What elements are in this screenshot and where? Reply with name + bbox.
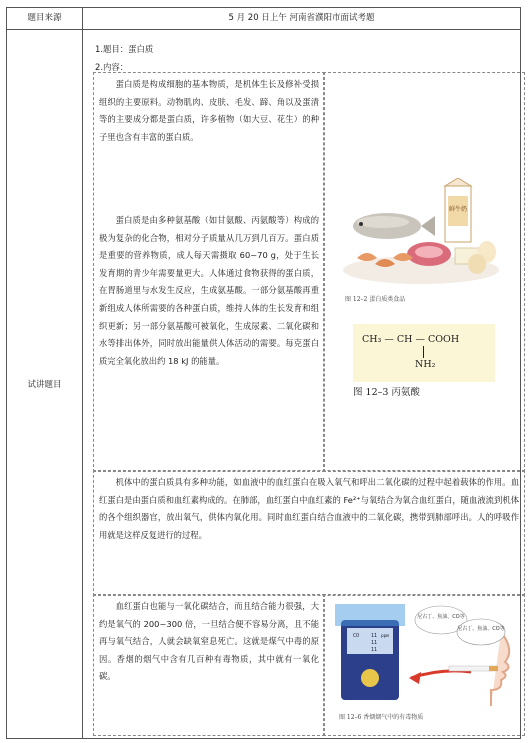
formula-sub: NH₂ bbox=[415, 359, 436, 370]
topic-content-label: 2.内容： bbox=[95, 62, 129, 72]
header-row bbox=[7, 8, 520, 30]
milk-label: 鲜牛奶 bbox=[448, 206, 468, 213]
meter-unit: ppm bbox=[381, 634, 390, 639]
formula-main: CH₃ — CH — COOH bbox=[362, 334, 460, 345]
document-table bbox=[6, 7, 521, 739]
content-cell bbox=[83, 30, 520, 738]
formula-bond bbox=[423, 346, 424, 358]
cigarette-smoke-image bbox=[331, 602, 519, 706]
alanine-formula bbox=[353, 324, 495, 382]
meter-value-3: 11 bbox=[371, 647, 378, 653]
paragraph-3: 机体中的蛋白质具有多种功能，如血液中的血红蛋白在吸入氧气和呼出二氧化碳的过程中起着载体的作用。血红蛋白是由蛋白质和血红素构成的。在肺部，血红蛋白中血红素的 Fe²⁺与氧结合为氧合血红蛋白，随血液流到机体的各个组织器官，放出氧气，供体内氧化用。同时血红蛋白结合血液中的二氧化碳，携带到肺部呼出。人的呼吸作用就是这样反复进行的过程。 bbox=[99, 477, 519, 540]
topic-title: 1.题目：蛋白质 bbox=[95, 44, 154, 54]
meter-co-label: CO bbox=[353, 633, 360, 639]
side-label-cell bbox=[7, 30, 83, 738]
paragraph-4: 血红蛋白也能与一氧化碳结合，而且结合能力很强，大约是氧气的 200~300 倍，一旦结合便不容易分离，且不能再与氧气结合，人就会缺氧窒息死亡。这就是煤气中毒的原因。香烟的烟气中含有几百种有毒物质，其中就有一氧化碳。 bbox=[99, 601, 319, 682]
protein-foods-image bbox=[337, 178, 505, 288]
bubble-2-text: 尼古丁、焦油、CO等 bbox=[457, 626, 505, 632]
figure-2-caption: 图 12–3 丙氨酸 bbox=[353, 387, 420, 398]
topic-block bbox=[95, 40, 153, 76]
figure-1-caption: 图 12–2 蛋白质类食品 bbox=[345, 296, 406, 303]
bubble-1-text: 尼古丁、焦油、CO等 bbox=[417, 614, 465, 620]
header-source-label: 题目来源 bbox=[7, 8, 83, 29]
header-source-value: 5 月 20 日上午 河南省濮阳市面试考题 bbox=[228, 13, 375, 23]
paragraph-2: 蛋白质是由多种氨基酸（如甘氨酸、丙氨酸等）构成的极为复杂的化合物，相对分子质量从几万到几百万。蛋白质是重要的营养物质，成人每天需摄取 60~70 g，处于生长发育期的青少年需要量更大。人体通过食物获得的蛋白质，在胃肠道里与水发生反应，生成氨基酸。一部分氨基酸再重新组成人体所需要的各种蛋白质，维持人体的生长发育和组织更新；另一部分氨基酸可被氧化，生成尿素、二氧化碳和水等排出体外，同时放出能量供人体活动的需要。每克蛋白质完全氧化放出约 18 kJ 的能量。 bbox=[99, 215, 319, 366]
figure-3-caption: 图 12–6 香烟烟气中的有毒物质 bbox=[339, 714, 424, 721]
side-label: 试讲题目 bbox=[27, 380, 62, 390]
meter-value-1: 11 bbox=[371, 633, 378, 639]
meter-value-2: 11 bbox=[371, 640, 378, 646]
paragraph-1: 蛋白质是构成细胞的基本物质，是机体生长及修补受损组织的主要原料。动物肌肉、皮肤、毛发、蹄、角以及蛋清等的主要成分都是蛋白质，许多植物（如大豆、花生）的种子里也含有丰富的蛋白质。 bbox=[99, 79, 319, 142]
